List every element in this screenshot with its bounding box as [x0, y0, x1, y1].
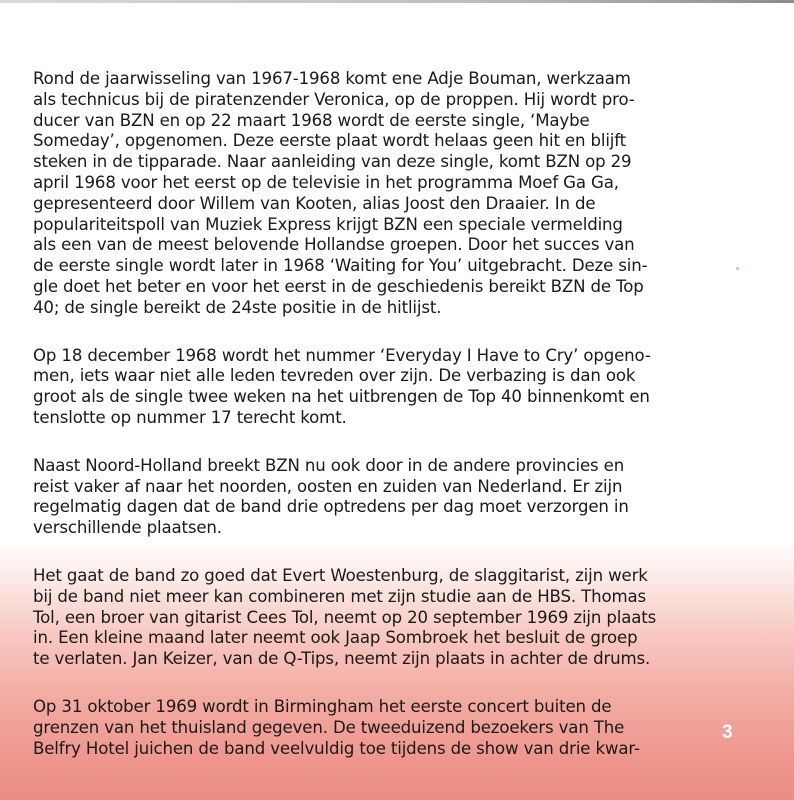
- text-line: gle doet het beter en voor het eerst in de geschiedenis bereikt BZN de Top: [33, 276, 644, 296]
- text-line: reist vaker af naar het noorden, oosten en zuiden van Nederland. Er zijn: [33, 476, 623, 496]
- text-line: in. Een kleine maand later neemt ook Jaap Sombroek het besluit de groep: [33, 628, 638, 648]
- text-column: [33, 69, 733, 786]
- text-line: populariteitspoll van Muziek Express krijgt BZN een speciale vermelding: [33, 214, 623, 234]
- text-line: als een van de meest belovende Hollandse groepen. Door het succes van: [33, 235, 635, 255]
- text-line: Naast Noord-Holland breekt BZN nu ook door in de andere provincies en: [33, 455, 625, 475]
- paragraph-2: [33, 346, 733, 429]
- text-line: Belfry Hotel juichen de band veelvuldig toe tijdens de show van drie kwar-: [33, 738, 640, 758]
- text-line: verschillende plaatsen.: [33, 518, 222, 538]
- paragraph-4: [33, 566, 733, 670]
- text-line: regelmatig dagen dat de band drie optredens per dag moet verzorgen in: [33, 497, 629, 517]
- text-line: 40; de single bereikt de 24ste positie in de hitlijst.: [33, 297, 442, 317]
- paragraph-5: [33, 697, 733, 759]
- text-line: te verlaten. Jan Keizer, van de Q-Tips, neemt zijn plaats in achter de drums.: [33, 649, 651, 669]
- text-line: grenzen van het thuisland gegeven. De tweeduizend bezoekers van The: [33, 717, 625, 737]
- print-speck: [736, 267, 739, 270]
- text-line: Het gaat de band zo goed dat Evert Woestenburg, de slaggitarist, zijn werk: [33, 565, 648, 585]
- text-line: de eerste single wordt later in 1968 ‘Waiting for You’ uitgebracht. Deze sin-: [33, 256, 648, 276]
- text-line: bij de band niet meer kan combineren met zijn studie aan de HBS. Thomas: [33, 586, 647, 606]
- text-line: Op 18 december 1968 wordt het nummer ‘Everyday I Have to Cry’ opgeno-: [33, 345, 651, 365]
- text-line: Someday’, opgenomen. Deze eerste plaat wordt helaas geen hit en blijft: [33, 131, 626, 151]
- text-line: Tol, een broer van gitarist Cees Tol, neemt op 20 september 1969 zijn plaats: [33, 607, 657, 627]
- text-line: tenslotte op nummer 17 terecht komt.: [33, 407, 347, 427]
- paragraph-1: [33, 69, 733, 319]
- text-line: Op 31 oktober 1969 wordt in Birmingham het eerste concert buiten de: [33, 696, 612, 716]
- paragraph-3: [33, 456, 733, 539]
- page-number: 3: [722, 722, 733, 743]
- text-line: gepresenteerd door Willem van Kooten, alias Joost den Draaier. In de: [33, 193, 596, 213]
- text-line: april 1968 voor het eerst op de televisie in het programma Moef Ga Ga,: [33, 172, 619, 192]
- text-line: Rond de jaarwisseling van 1967-1968 komt ene Adje Bouman, werkzaam: [33, 69, 631, 88]
- text-line: als technicus bij de piratenzender Veronica, op de proppen. Hij wordt pro-: [33, 89, 635, 109]
- top-rule: [0, 0, 794, 3]
- text-line: groot als de single twee weken na het uitbrengen de Top 40 binnenkomt en: [33, 387, 650, 407]
- text-line: ducer van BZN en op 22 maart 1968 wordt de eerste single, ‘Maybe: [33, 110, 590, 130]
- text-line: steken in de tipparade. Naar aanleiding van deze single, komt BZN op 29: [33, 152, 632, 172]
- text-line: men, iets waar niet alle leden tevreden over zijn. De verbazing is dan ook: [33, 366, 636, 386]
